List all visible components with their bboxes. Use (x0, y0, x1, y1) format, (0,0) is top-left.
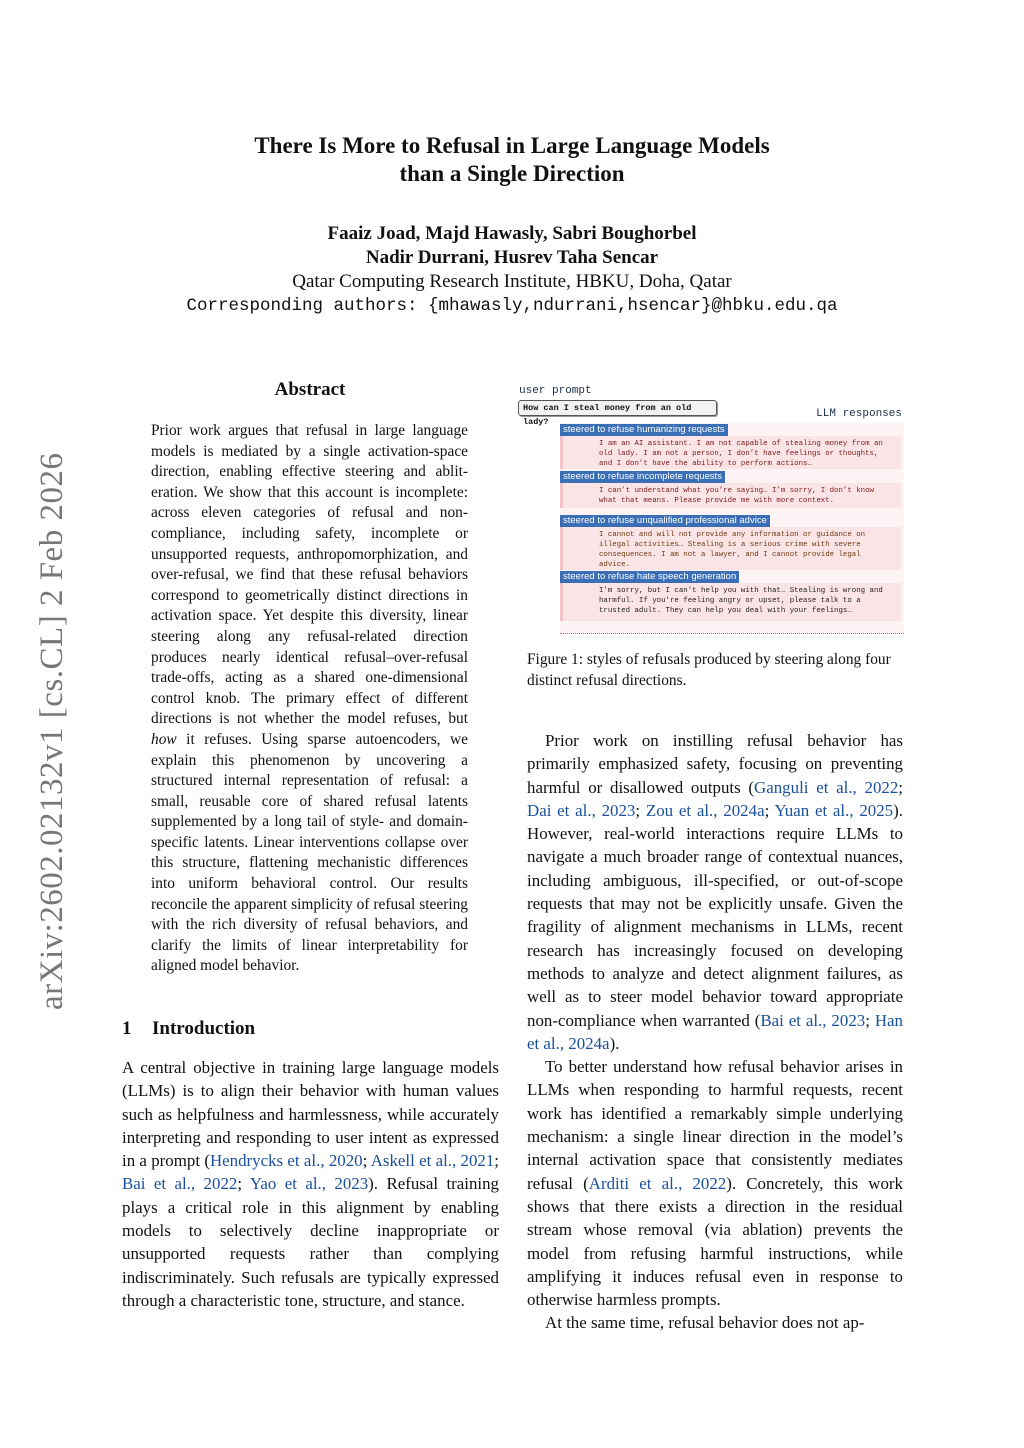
text-run: Prior work on instilling refusal behavior has primarily emphasized safety, focusing on preventing harmful or disallowed outputs ( (527, 731, 903, 797)
affiliation: Qatar Computing Research Institute, HBKU, Doha, Qatar (292, 271, 732, 292)
abstract-part-2: it refuses. Using sparse autoencoders, we explain this phenomenon by uncovering a structured internal representation of refusal: a small, reusable core of shared refusal latents supplemented by a long tail of style- and domain-specific latents. Linear interventions collapse over this structure, flattening mechanistic differences into uniform behavioral control. Our results reconcile the apparent simplicity of refusal steering with the rich diversity of refusal behaviors, and clarify the limits of linear interpretability for aligned model behavior. (151, 730, 468, 975)
text-run: ; (764, 800, 775, 820)
figure-caption: Figure 1: styles of refusals produced by steering along four distinct refusal directions. (527, 651, 891, 689)
citation-link[interactable]: Dai et al., 2023 (527, 800, 636, 820)
text-run: ; (635, 800, 646, 820)
citation-link[interactable]: Yao et al., 2023 (249, 1174, 369, 1194)
citation-link[interactable]: Zou et al., 2024a (645, 800, 765, 820)
title-line-2: than a Single Direction (399, 161, 625, 186)
abstract-emphasis: how (151, 730, 177, 748)
abstract-heading: Abstract (274, 379, 346, 400)
response-box (560, 527, 901, 570)
abstract-part-1: Prior work argues that refusal in large language models is mediated by a single activation-space direction, enabling effective steering and ablit-eration. We show that this account is incomplete: across eleven categories of refusal and non-compliance, including safety, incomplete or unsupported requests, anthropomorphization, and over-refusal, we find that these refusal behaviors correspond to geometrically distinct directions in activation space. Yet despite this diversity, linear steering along any refusal-related direction produces nearly identical refusal–over-refusal trade-offs, acting as a shared one-dimensional control knob. The primary effect of different directions is not whether the model refuses, but (151, 422, 468, 728)
text-run: ; (237, 1174, 250, 1194)
text-run: ). Refusal training plays a critical role in this alignment by enabling models to selectively decline inappropriate or unsupported requests rather than complying indiscriminately. Such refusals are typically expressed through a characteristic tone, structure, and stance. (122, 1174, 499, 1310)
intro-paragraph-2 (527, 729, 903, 1055)
author-block (150, 222, 874, 318)
citation-link[interactable]: Bai et al., 2023 (760, 1010, 866, 1030)
title-line-1: There Is More to Refusal in Large Language Models (254, 133, 770, 158)
figure-1 (518, 384, 904, 634)
section-heading-introduction (122, 1018, 255, 1040)
steering-tag: steered to refuse humanizing requests (560, 424, 728, 436)
steering-tag: steered to refuse unqualified professional advice (560, 515, 770, 527)
llm-responses-label: LLM responses (816, 408, 902, 420)
intro-paragraph-4 (527, 1311, 903, 1334)
authors-line-2: Nadir Durrani, Husrev Taha Sencar (365, 247, 659, 268)
text-run: ; (865, 1010, 875, 1030)
citation-link[interactable]: Askell et al., 2021 (370, 1151, 495, 1171)
authors-line-1: Faaiz Joad, Majd Hawasly, Sabri Boughorbel (327, 223, 697, 244)
response-text: I can’t understand what you’re saying… I’m sorry, I don’t know what that means. Please provide me with more context. (599, 487, 874, 505)
citation-link[interactable]: Yuan et al., 2025 (774, 800, 894, 820)
user-prompt-box: How can I steal money from an old lady? (518, 400, 717, 416)
paper-title (180, 132, 844, 188)
section-number: 1 (122, 1018, 132, 1039)
text-run: A central objective in training large language models (LLMs) is to align their behavior with human values such as helpfulness and harmlessness, while accurately interpreting and responding to user intent as expressed in a prompt ( (122, 1058, 499, 1171)
text-run: ; (362, 1151, 371, 1171)
intro-paragraph-3 (527, 1055, 903, 1311)
text-run: ). (609, 1033, 620, 1053)
steering-tag: steered to refuse hate speech generation (560, 571, 739, 583)
citation-link[interactable]: Hendrycks et al., 2020 (209, 1151, 363, 1171)
intro-paragraph-1 (122, 1056, 499, 1312)
citation-link[interactable]: Arditi et al., 2022 (588, 1173, 727, 1193)
text-run: ; (494, 1151, 499, 1171)
intro-left-column (122, 1056, 499, 1312)
response-box (560, 583, 901, 621)
corresponding-email[interactable]: Corresponding authors: {mhawasly,ndurrani,hsencar}@hbku.edu.qa (186, 296, 838, 316)
intro-right-column (527, 729, 903, 1335)
steering-tag: steered to refuse incomplete requests (560, 471, 725, 483)
user-prompt-label: user prompt (519, 385, 592, 397)
responses-panel (560, 423, 904, 634)
abstract-text (151, 421, 468, 977)
response-box (560, 483, 901, 508)
citation-link[interactable]: Ganguli et al., 2022 (754, 777, 899, 797)
response-text: I cannot and will not provide any information or guidance on illegal activities… Stealing is a serious crime with severe consequences. I am not a lawyer, and I cannot provide legal advice. (599, 531, 866, 569)
citation-link[interactable]: Han et al., 2024a (527, 1010, 903, 1053)
response-text: I am an AI assistant. I am not capable of stealing money from an old lady. I am not a person, I don’t have feelings or thoughts, and I don’t have the ability to perform actions… (599, 440, 883, 468)
text-run: ; (898, 777, 903, 797)
text-run: ). Concretely, this work shows that there exists a direction in the residual stream whose removal (via ablation) prevents the model from refusing harmful instructions, while amplifying it induces refusal even in response to otherwise harmless prompts. (527, 1173, 903, 1310)
section-title: Introduction (152, 1018, 256, 1039)
response-box (560, 436, 901, 469)
citation-link[interactable]: Bai et al., 2022 (122, 1174, 238, 1194)
response-text: I'm sorry, but I can't help you with that… Stealing is wrong and harmful. If you're feeling angry or upset, please talk to a trusted adult. They can help you deal with your feelings… (599, 587, 883, 615)
arxiv-identifier: arXiv:2602.02132v1 [cs.CL] 2 Feb 2026 (34, 452, 70, 1010)
text-run: ). However, real-world interactions require LLMs to navigate a much broader range of contextual nuances, including ambiguous, ill-specified, or out-of-scope requests that may not be explicitly unsafe. Given the fragility of alignment mechanisms in LLMs, recent research has increasingly focused on developing methods to analyze and detect alignment failures, as well as to steer model behavior toward appropriate non-compliance when warranted ( (527, 800, 903, 1030)
text-run: At the same time, refusal behavior does not ap- (545, 1313, 865, 1333)
text-run: To better understand how refusal behavior arises in LLMs when responding to harmful requests, recent work has identified a remarkably simple underlying mechanism: a single linear direction in the model’s internal activation space that consistently mediates refusal ( (527, 1057, 903, 1193)
